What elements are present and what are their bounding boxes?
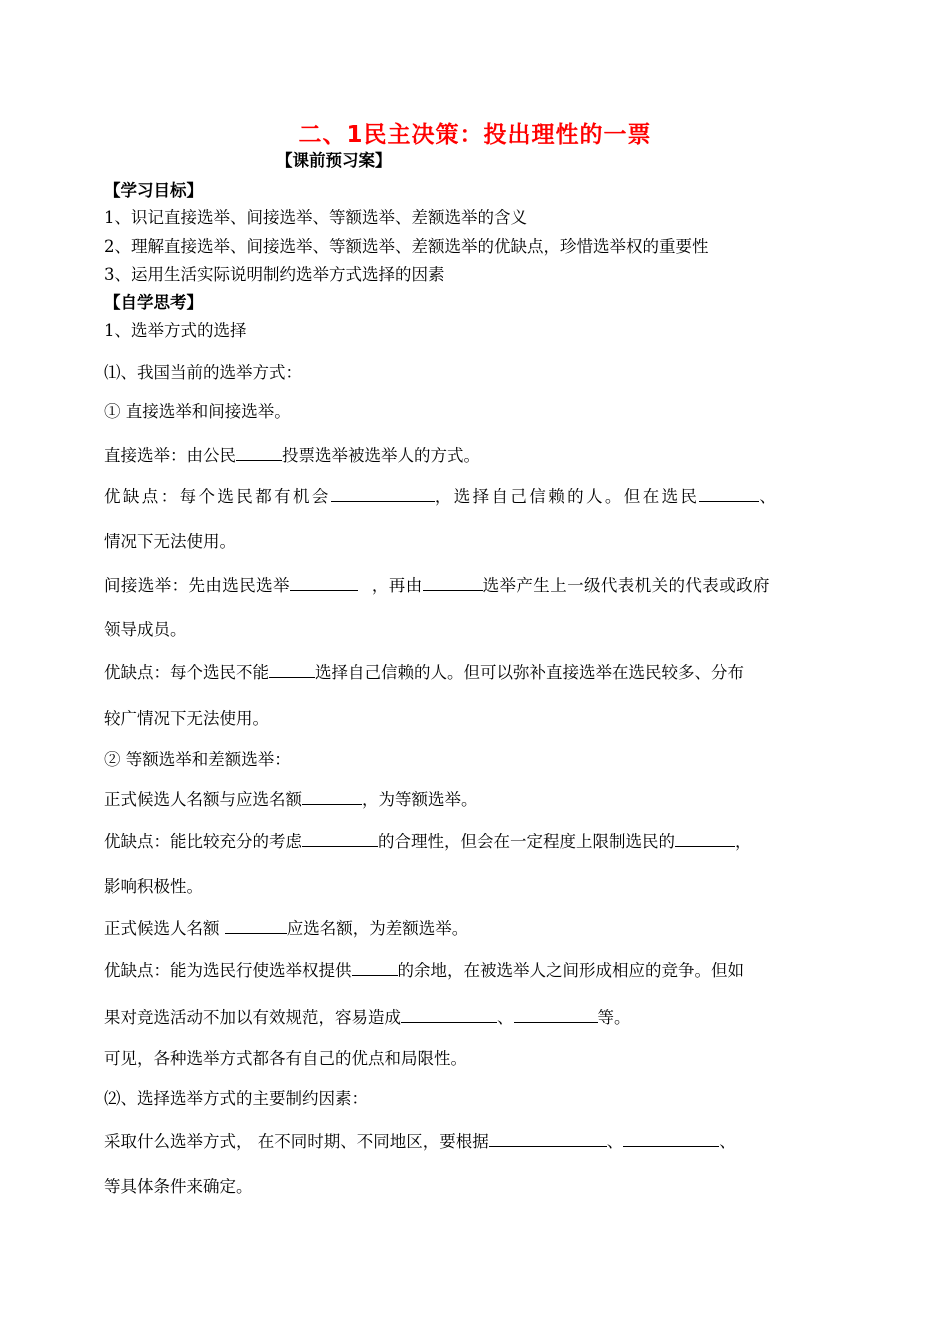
goal-item: 3、运用生活实际说明制约选举方式选择的因素 [104,265,445,284]
fill-blank[interactable] [302,788,362,805]
goals-heading: 【学习目标】 [104,181,203,200]
fill-blank[interactable] [302,830,378,847]
paragraph-line [104,1006,631,1029]
fill-blank[interactable] [290,574,358,591]
paragraph-line [104,959,744,982]
subsection-heading: ⑵、选择选举方式的主要制约因素： [104,1089,368,1108]
paragraph-line [104,1130,736,1153]
text-segment: ， [735,832,752,851]
text-segment: ，再由 [371,576,423,595]
section-heading: 1、选举方式的选择 [104,321,247,340]
text-segment: 、 [497,1008,514,1027]
paragraph-line [104,917,468,940]
text-segment: 、 [606,1132,624,1151]
paragraph-line [104,574,770,597]
fill-blank[interactable] [236,444,282,461]
goal-item: 2、理解直接选举、间接选举、等额选举、差额选举的优缺点，珍惜选举权的重要性 [104,237,709,256]
text-segment: 选举产生上一级代表机关的代表或政府 [482,576,770,595]
text-segment: 选择自己信赖的人。但可以弥补直接选举在选民较多、分布 [315,663,744,682]
subsection-heading: ⑴、我国当前的选举方式： [104,363,302,382]
paragraph-line: 可见，各种选举方式都各有自己的优点和局限性。 [104,1049,467,1068]
text-segment: 应选名额，为差额选举。 [286,919,469,938]
paragraph-line: 较广情况下无法使用。 [104,709,269,728]
item-heading: ① 直接选举和间接选举。 [104,402,291,421]
text-segment: 优缺点：能为选民行使选举权提供 [104,961,352,980]
text-segment: 优缺点：每个选民不能 [104,663,269,682]
goal-item: 1、识记直接选举、间接选举、等额选举、差额选举的含义 [104,208,527,227]
text-segment: 的合理性，但会在一定程度上限制选民的 [378,832,675,851]
paragraph-line: 领导成员。 [104,620,187,639]
text-segment: 直接选举：由公民 [104,446,236,465]
fill-blank[interactable] [352,959,398,976]
fill-blank[interactable] [269,661,315,678]
fill-blank[interactable] [401,1006,497,1023]
text-segment: ，为等额选举。 [362,790,478,809]
fill-blank[interactable] [489,1130,607,1147]
text-segment: 果对竞选活动不加以有效规范，容易造成 [104,1008,401,1027]
fill-blank[interactable] [514,1006,598,1023]
text-segment: ，选择自己信赖的人。但在选民 [434,487,700,506]
text-segment: 的余地，在被选举人之间形成相应的竞争。但如 [397,961,744,980]
text-segment: 优缺点：能比较充分的考虑 [104,832,302,851]
fill-blank[interactable] [623,1130,719,1147]
paragraph-line: 情况下无法使用。 [104,532,236,551]
paragraph-line: 等具体条件来确定。 [104,1177,253,1196]
paragraph-line [104,444,480,467]
paragraph-line: 影响积极性。 [104,877,203,896]
document-title: 二、1民主决策：投出理性的一票 [298,122,652,148]
fill-blank[interactable] [699,485,759,502]
text-segment: 投票选举被选举人的方式。 [282,446,480,465]
text-segment: 、 [759,487,779,506]
fill-blank[interactable] [675,830,735,847]
section-subtitle: 【课前预习案】 [276,151,392,170]
text-segment: 间接选举：先由选民选举 [104,576,290,595]
text-segment: 正式候选人名额 [104,919,225,938]
text-segment: 、 [719,1132,736,1151]
fill-blank[interactable] [423,574,483,591]
paragraph-line [104,661,744,684]
study-heading: 【自学思考】 [104,293,203,312]
item-heading: ② 等额选举和差额选举： [104,750,291,769]
text-segment: 优缺点：每个选民都有机会 [104,487,331,506]
text-segment: 等。 [597,1008,631,1027]
fill-blank[interactable] [225,917,287,934]
paragraph-line [104,788,478,811]
paragraph-line [104,485,778,508]
text-segment: 正式候选人名额与应选名额 [104,790,302,809]
fill-blank[interactable] [331,485,435,502]
paragraph-line [104,830,752,853]
text-segment: 采取什么选举方式， 在不同时期、不同地区，要根据 [104,1132,489,1151]
